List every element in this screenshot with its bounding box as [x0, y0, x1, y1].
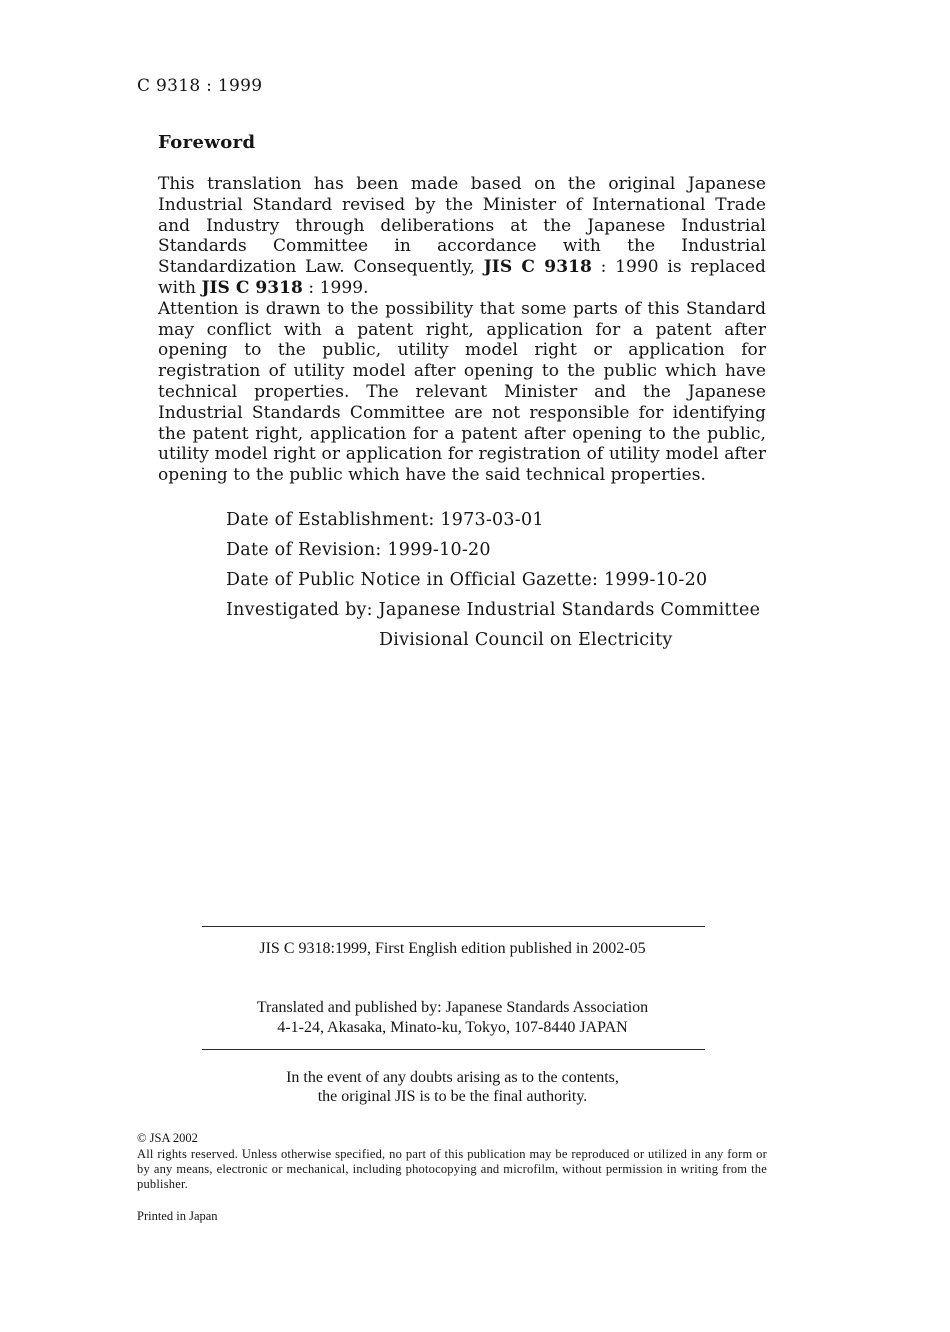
- authority-line-1: In the event of any doubts arising as to the contents,: [286, 1069, 619, 1086]
- authority-line-2: the original JIS is to be the final authority.: [317, 1088, 588, 1105]
- revision-value: 1999-10-20: [387, 540, 491, 560]
- paragraph-1-new-year: : 1999.: [308, 277, 369, 298]
- translated-by-line: Translated and published by: Japanese Standards Association: [256, 999, 649, 1016]
- rights-statement: All rights reserved. Unless otherwise specified, no part of this publication may be reproduced or utilized in any form or by any means, electronic or mechanical, including photocopying and microfilm, without permission in writing from the publisher.: [137, 1147, 767, 1191]
- foreword-title: Foreword: [158, 132, 256, 153]
- divider-top: [202, 926, 705, 927]
- paragraph-1-intro: This translation has been made based on the original Japanese Industrial Standard revised by the Minister of International Trade and Industry through deliberations at the Japanese Industrial Standards Committee in accordance with the Industrial Standardization Law. Consequently,: [158, 174, 766, 278]
- investigated-committee: Japanese Industrial Standards Committee: [378, 600, 761, 620]
- revision-date-line: [226, 540, 491, 560]
- investigated-label: Investigated by:: [226, 600, 373, 620]
- revision-label: Date of Revision:: [226, 540, 382, 560]
- foreword-paragraph-1: [158, 174, 766, 299]
- establishment-label: Date of Establishment:: [226, 510, 435, 530]
- copyright-notice: © JSA 2002: [137, 1131, 198, 1145]
- investigated-council: Divisional Council on Electricity: [379, 630, 673, 650]
- printed-in: Printed in Japan: [137, 1209, 218, 1223]
- foreword-body: [158, 174, 766, 486]
- foreword-paragraph-2: Attention is drawn to the possibility that some parts of this Standard may conflict with a patent right, application for a patent after opening to the public, utility model right or application for registration of utility model after opening to the public which have technical properties. The relevant Minister and the Japanese Industrial Standards Committee are not responsible for identifying the patent right, application for a patent after opening to the public, utility model right or application for registration of utility model after opening to the public which have the said technical properties.: [158, 298, 766, 486]
- standard-code-old: JIS C 9318: [483, 257, 592, 278]
- public-notice-label: Date of Public Notice in Official Gazette:: [226, 570, 599, 590]
- establishment-date-line: [226, 510, 544, 530]
- public-notice-date-line: [226, 570, 707, 590]
- paragraph-1-old-year: : 1990 is replaced with: [158, 257, 766, 298]
- document-code: C 9318 : 1999: [137, 76, 263, 96]
- public-notice-value: 1999-10-20: [603, 570, 708, 590]
- edition-line: JIS C 9318:1999, First English edition published in 2002-05: [259, 940, 646, 957]
- establishment-value: 1973-03-01: [440, 510, 544, 530]
- publisher-address: 4-1-24, Akasaka, Minato-ku, Tokyo, 107-8440 JAPAN: [277, 1019, 628, 1036]
- investigated-by-line: [226, 600, 760, 620]
- standard-code-new: JIS C 9318: [201, 277, 303, 298]
- divider-bottom: [202, 1049, 705, 1050]
